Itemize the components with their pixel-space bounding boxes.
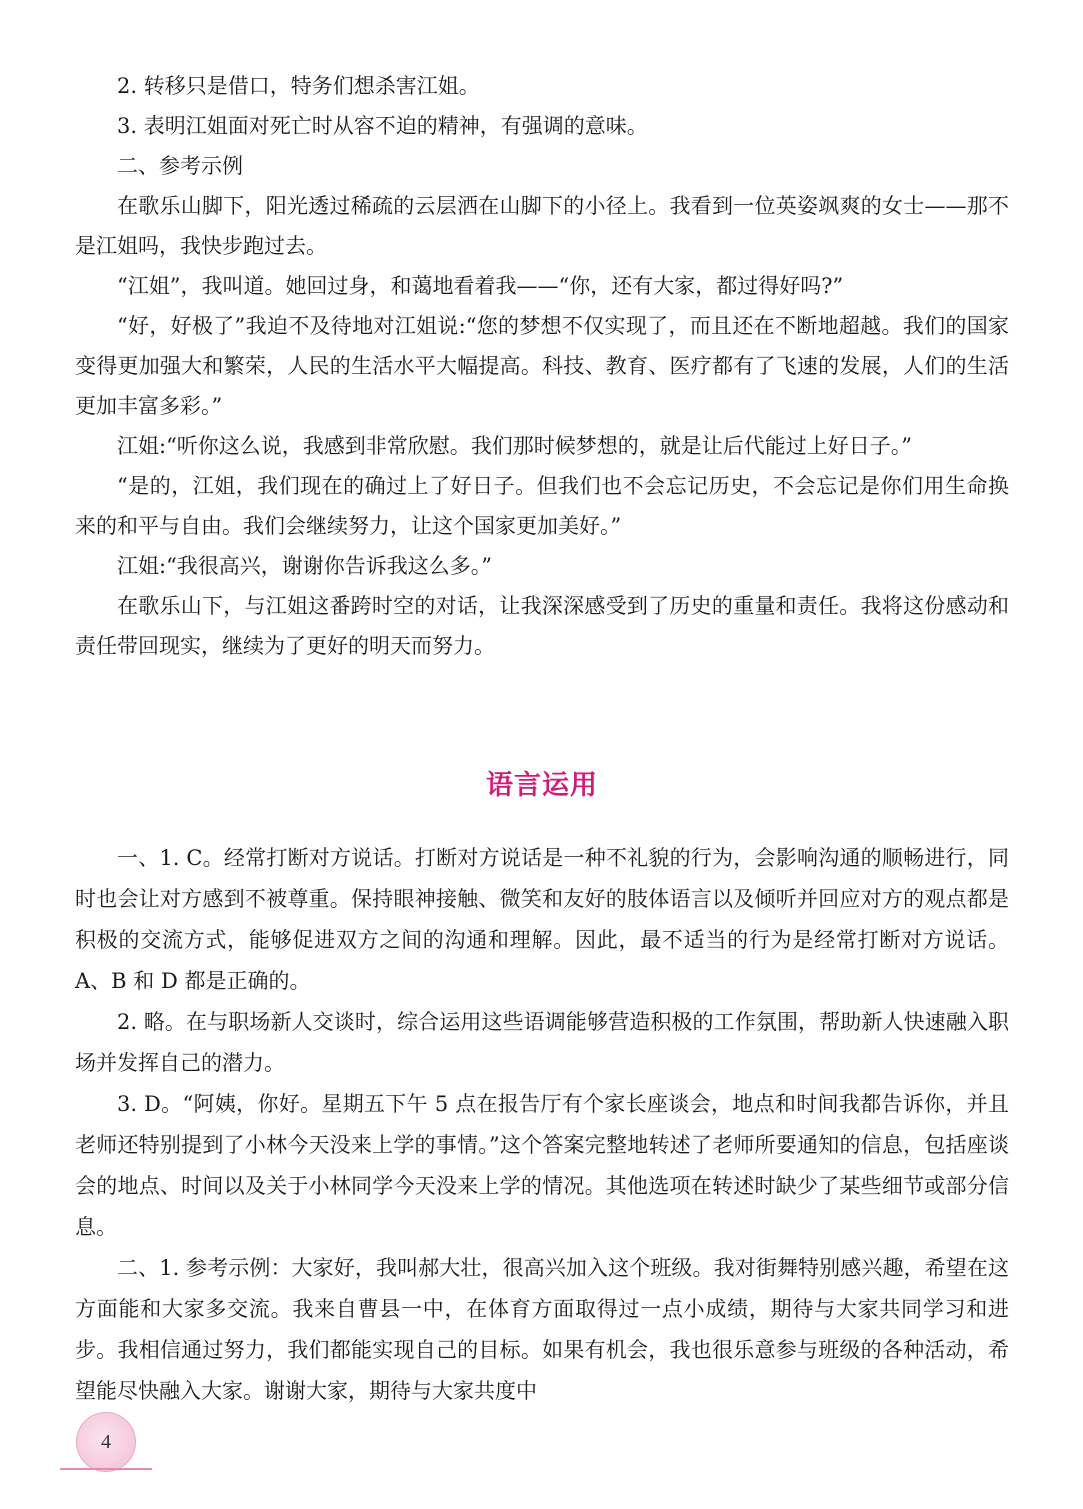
paragraph: 江姐:“听你这么说，我感到非常欣慰。我们那时候梦想的，就是让后代能过上好日子。” — [117, 434, 913, 458]
page-number-underline — [60, 1468, 152, 1470]
paragraph: 在歌乐山脚下，阳光透过稀疏的云层洒在山脚下的小径上。我看到一位英姿飒爽的女士——那不是江姐吗，我快步跑过去。 — [75, 194, 1009, 258]
paragraph: 3. D。“阿姨，你好。星期五下午 5 点在报告厅有个家长座谈会，地点和时间我都告诉你，并且老师还特别提到了小林今天没来上学的事情。”这个答案完整地转述了老师所要通知的信息，包括座谈会的地点、时间以及关于小林同学今天没来上学的情况。其他选项在转述时缺少了某些细节或部分信息。 — [75, 1092, 1009, 1239]
paragraph: 2. 略。在与职场新人交谈时，综合运用这些语调能够营造积极的工作氛围，帮助新人快速融入职场并发挥自己的潜力。 — [75, 1010, 1009, 1075]
answer-section-language-use — [75, 838, 1009, 1412]
paragraph: 一、1. C。经常打断对方说话。打断对方说话是一种不礼貌的行为，会影响沟通的顺畅进行，同时也会让对方感到不被尊重。保持眼神接触、微笑和友好的肢体语言以及倾听并回应对方的观点都是积极的交流方式，能够促进双方之间的沟通和理解。因此，最不适当的行为是经常打断对方说话。A、B 和 D 都是正确的。 — [75, 846, 1009, 993]
page-number-badge — [76, 1412, 136, 1472]
paragraph: 在歌乐山下，与江姐这番跨时空的对话，让我深深感受到了历史的重量和责任。我将这份感动和责任带回现实，继续为了更好的明天而努力。 — [75, 594, 1009, 658]
paragraph: “江姐”，我叫道。她回过身，和蔼地看着我——“你，还有大家，都过得好吗?” — [117, 274, 844, 298]
paragraph: 2. 转移只是借口，特务们想杀害江姐。 — [117, 74, 480, 98]
paragraph: 二、1. 参考示例：大家好，我叫郝大壮，很高兴加入这个班级。我对街舞特别感兴趣，希望在这方面能和大家多交流。我来自曹县一中，在体育方面取得过一点小成绩，期待与大家共同学习和进步。我相信通过努力，我们都能实现自己的目标。如果有机会，我也很乐意参与班级的各种活动，希望能尽快融入大家。谢谢大家，期待与大家共度中 — [75, 1256, 1009, 1403]
paragraph: “是的，江姐，我们现在的确过上了好日子。但我们也不会忘记历史，不会忘记是你们用生命换来的和平与自由。我们会继续努力，让这个国家更加美好。” — [75, 474, 1009, 538]
paragraph: “好，好极了”我迫不及待地对江姐说:“您的梦想不仅实现了，而且还在不断地超越。我们的国家变得更加强大和繁荣，人民的生活水平大幅提高。科技、教育、医疗都有了飞速的发展，人们的生活更加丰富多彩。” — [75, 314, 1009, 418]
answer-section-reading — [75, 66, 1009, 726]
paragraph: 江姐:“我很高兴，谢谢你告诉我这么多。” — [117, 554, 493, 578]
section-title-language-use: 语言运用 — [486, 770, 598, 801]
page-number: 4 — [101, 1430, 111, 1453]
page-content — [75, 66, 1009, 1412]
paragraph: 3. 表明江姐面对死亡时从容不迫的精神，有强调的意味。 — [117, 114, 648, 138]
paragraph: 二、参考示例 — [117, 154, 243, 178]
